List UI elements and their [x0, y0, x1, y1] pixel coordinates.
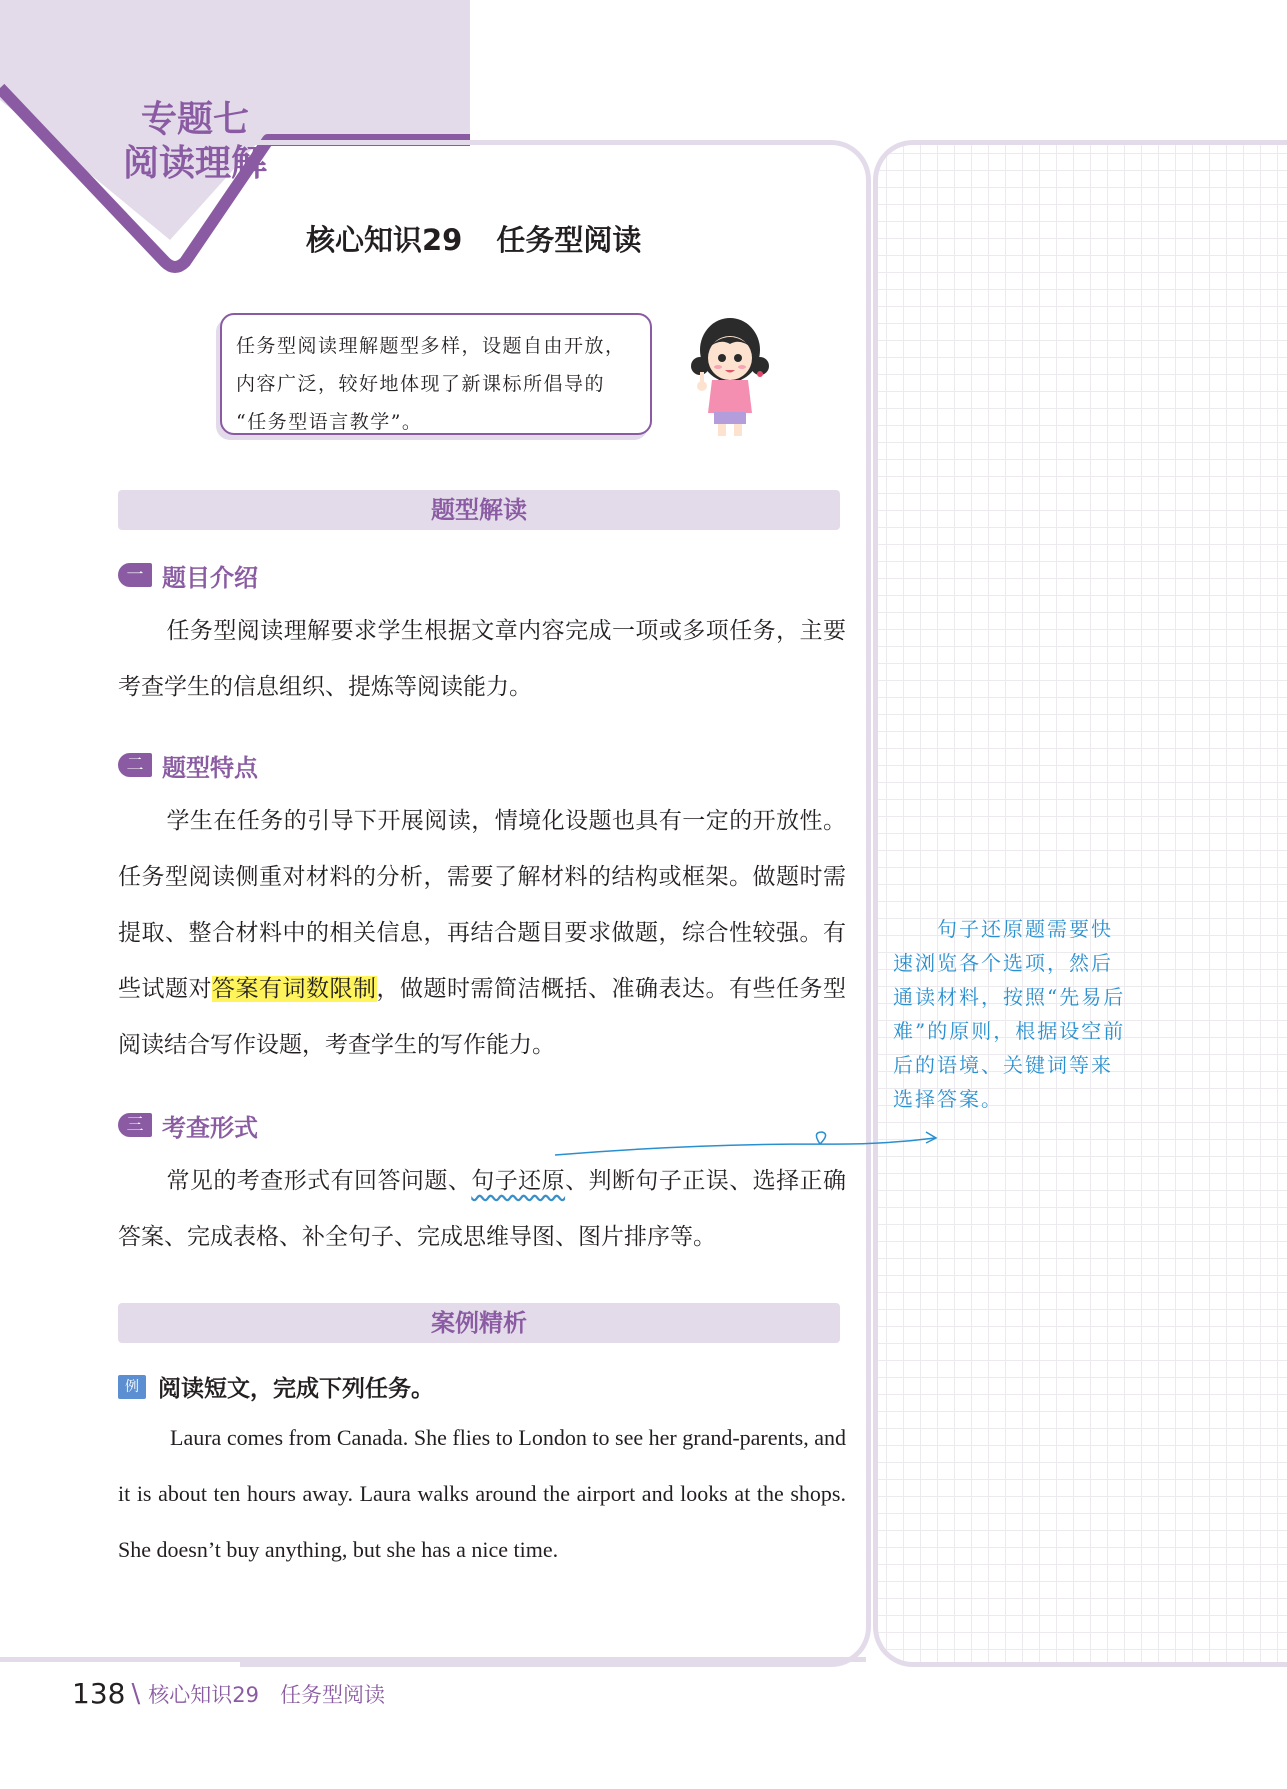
section-bar-case: 案例精析: [118, 1303, 840, 1343]
girl-illustration: [680, 308, 780, 438]
subhead-features-number: 二: [118, 753, 152, 777]
speech-bubble: [220, 313, 652, 435]
features-paragraph: [118, 793, 846, 1073]
intro-paragraph: [118, 603, 846, 715]
subhead-forms-label: 考查形式: [162, 1113, 258, 1142]
side-note: [893, 912, 1133, 1116]
subhead-intro-number: 一: [118, 563, 152, 587]
section-bar-analysis: 题型解读: [118, 490, 840, 530]
bubble-line-3: “任务型语言教学”。: [236, 411, 423, 433]
footer-title: 核心知识29 任务型阅读: [148, 1682, 385, 1707]
features-text-2: ，做题时需简洁概括、准确表达。有些任务型阅读结合写作设题，考查学生的写作能力。: [118, 976, 846, 1058]
side-note-text: 句子还原题需要快速浏览各个选项，然后通读材料，按照“先易后难”的原则，根据设空前后的语境、关键词等来选择答案。: [893, 917, 1126, 1111]
subhead-features-label: 题型特点: [162, 753, 258, 782]
subhead-features: [118, 748, 258, 782]
subhead-forms: [118, 1108, 258, 1142]
example-heading: [118, 1370, 434, 1403]
example-tag: 例: [118, 1375, 146, 1399]
features-text-1: 学生在任务的引导下开展阅读，情境化设题也具有一定的开放性。任务型阅读侧重对材料的分析，需要了解材料的结构或框架。做题时需提取、整合材料中的相关信息，再结合题目要求做题，综合性较强。有些试题对: [118, 808, 846, 1002]
page-footer: [72, 1677, 385, 1710]
topic-number: 核心知识29: [306, 223, 463, 257]
unit-title-line2: 阅读理解: [122, 143, 267, 184]
subhead-intro-label: 题目介绍: [162, 563, 258, 592]
subhead-forms-number: 三: [118, 1113, 152, 1137]
forms-text-1: 常见的考查形式有回答问题、: [166, 1168, 472, 1194]
forms-paragraph: [118, 1153, 846, 1265]
bubble-line-1: 任务型阅读理解题型多样，设题自由开放，: [236, 335, 626, 357]
topic-title: 任务型阅读: [496, 223, 642, 257]
topic-heading: [306, 218, 706, 259]
note-grid-panel: [873, 140, 1287, 1667]
forms-text-2: 、判断句子正误、选择正确答案、完成表格、补全句子、完成思维导图、图片排序等。: [118, 1168, 847, 1250]
example-passage: [118, 1410, 846, 1578]
highlighted-phrase: 答案有词数限制: [212, 976, 377, 1002]
main-frame-bottom-line: [0, 1657, 866, 1662]
bubble-line-2: 内容广泛，较好地体现了新课标所倡导的: [236, 373, 606, 395]
subhead-intro: [118, 558, 258, 592]
example-passage-text: Laura comes from Canada. She flies to London to see her grand-parents, and it is about ten hours away. Laura walks around the airport and looks at the shops. She doesn’t buy anything, but she has a nice time.: [118, 1425, 846, 1562]
example-instruction: 阅读短文，完成下列任务。: [158, 1376, 434, 1402]
wavy-underlined-phrase: 句子还原: [471, 1168, 566, 1194]
unit-title-line1: 专题七: [140, 99, 249, 140]
page-number: 138: [72, 1677, 126, 1710]
footer-slash: \: [131, 1678, 141, 1709]
annotation-arrow: [540, 1110, 950, 1160]
intro-text: 任务型阅读理解要求学生根据文章内容完成一项或多项任务，主要考查学生的信息组织、提炼等阅读能力。: [118, 618, 846, 700]
